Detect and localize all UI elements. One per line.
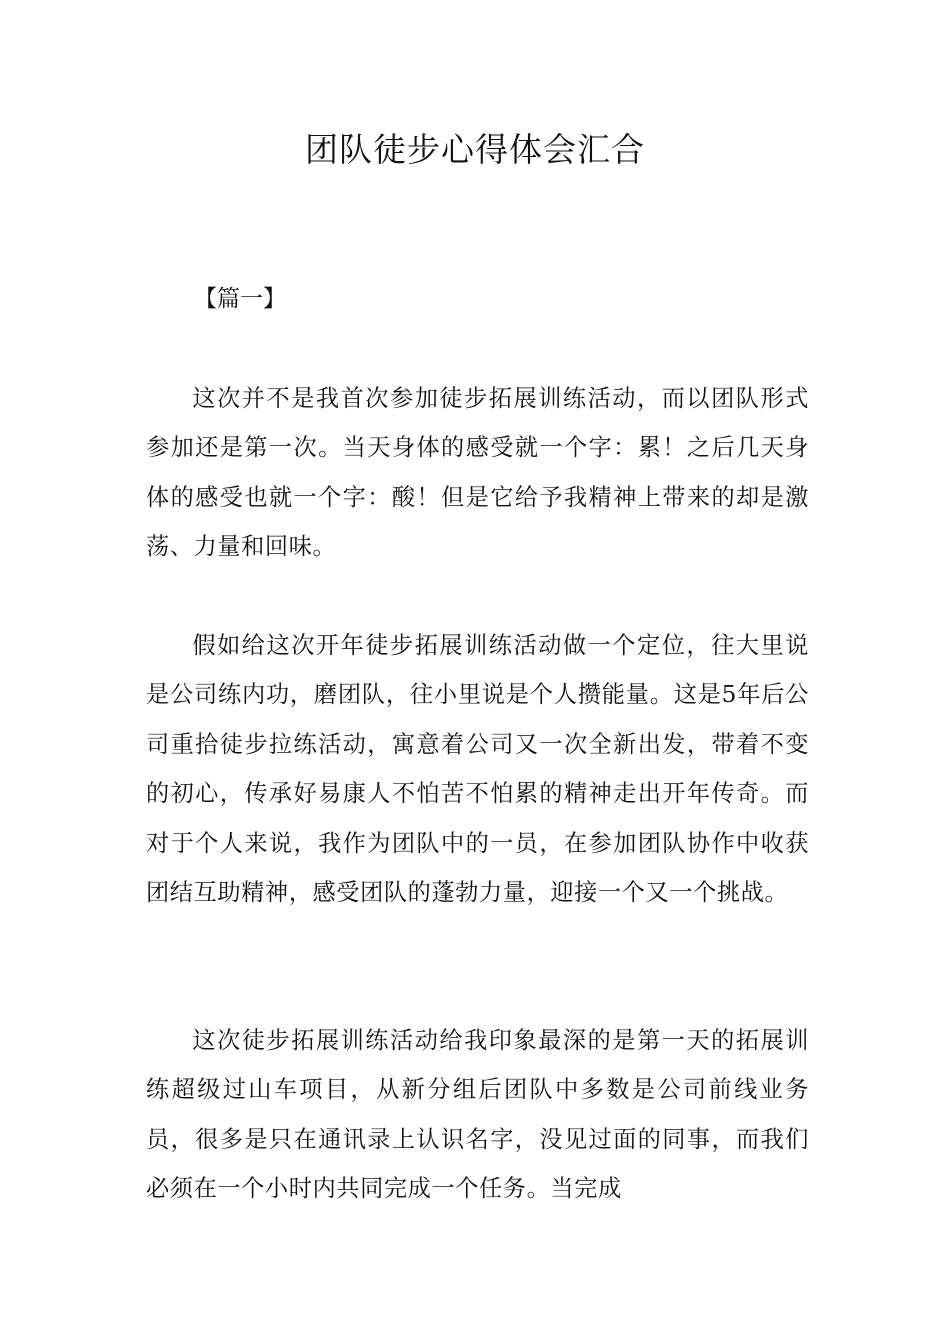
document-title: 团队徒步心得体会汇合 — [305, 130, 645, 169]
paragraph: 这次并不是我首次参加徒步拓展训练活动，而以团队形式参加还是第一次。当天身体的感受就一个字：累！之后几天身体的感受也就一个字：酸！但是它给予我精神上带来的却是激荡、力量和回味。 — [146, 385, 809, 561]
paragraph: 假如给这次开年徒步拓展训练活动做一个定位，往大里说是公司练内功，磨团队，往小里说是个人攒能量。这是5年后公司重拾徒步拉练活动，寓意着公司又一次全新出发，带着不变的初心，传承好易康人不怕苦不怕累的精神走出开年传奇。而对于个人来说，我作为团队中的一员，在参加团队协作中收获团结互助精神，感受团队的蓬勃力量，迎接一个又一个挑战。 — [146, 632, 809, 907]
paragraph: 这次徒步拓展训练活动给我印象最深的是第一天的拓展训练超级过山车项目，从新分组后团队中多数是公司前线业务员，很多是只在通讯录上认识名字，没见过面的同事，而我们必须在一个小时内共同完成一个任务。当完成 — [146, 1027, 809, 1203]
section-heading: 【篇一】 — [194, 286, 286, 312]
